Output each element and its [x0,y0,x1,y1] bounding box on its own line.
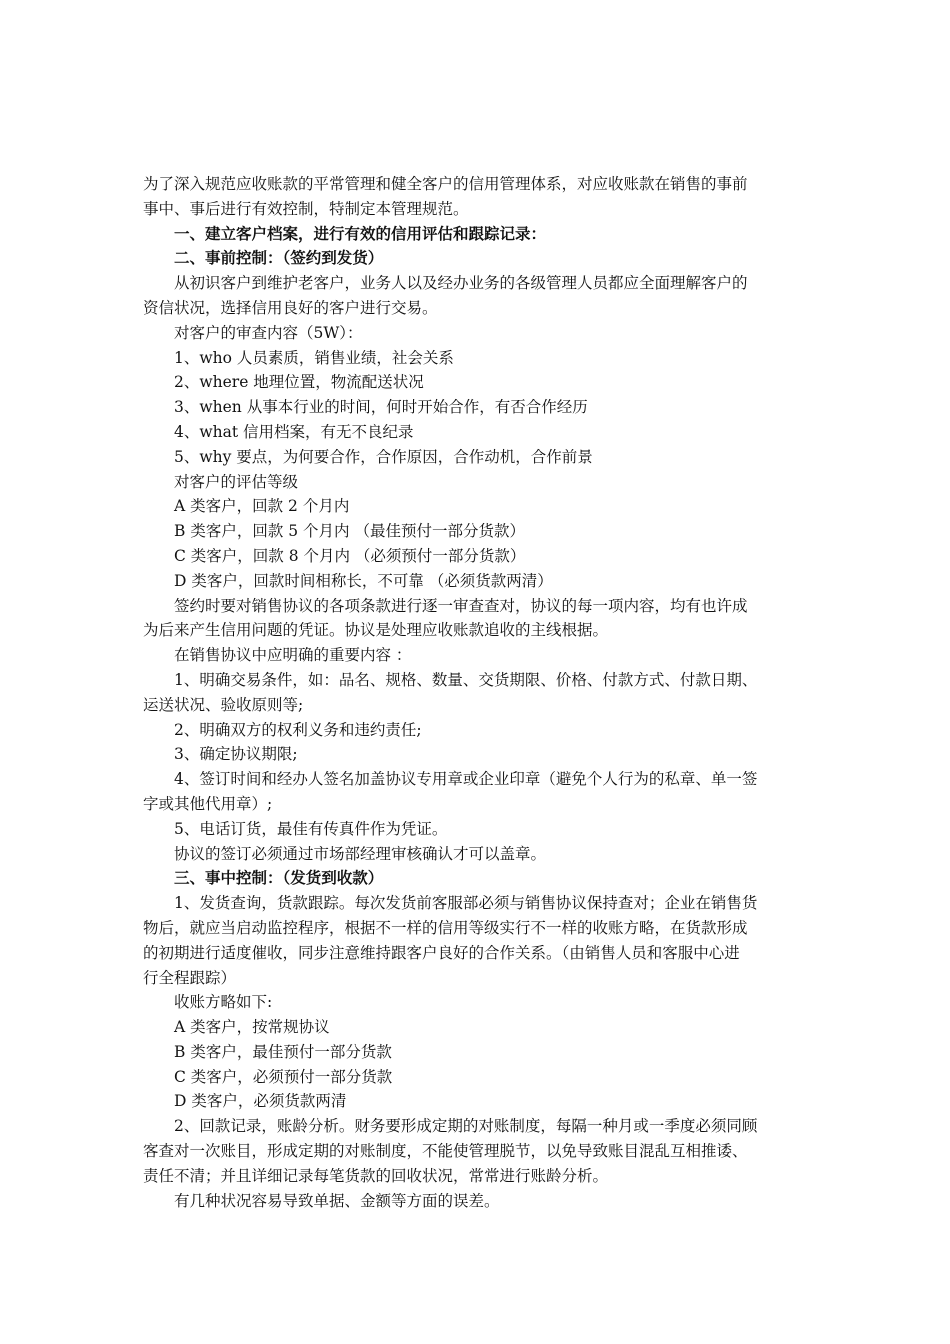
text-line: 资信状况，选择信用良好的客户进行交易。 [143,298,438,317]
text-line: 2、where 地理位置，物流配送状况 [174,373,424,392]
text-line: B 类客户，回款 5 个月内 （最佳预付一部分货款） [174,522,525,541]
text-line: 3、when 从事本行业的时间，何时开始合作，有否合作经历 [174,398,588,417]
text-line: 1、发货查询，货款跟踪。每次发货前客服部必须与销售协议保持查对；企业在销售货 [174,894,758,913]
text-line: A 类客户，按常规协议 [174,1018,330,1037]
text-line: B 类客户，最佳预付一部分货款 [174,1042,392,1061]
text-line: 5、why 要点，为何要合作，合作原因，合作动机，合作前景 [174,447,593,466]
section-heading: 一、建立客户档案，进行有效的信用评估和跟踪记录： [174,223,547,243]
text-line: 为后来产生信用问题的凭证。协议是处理应收账款追收的主线根据。 [143,621,609,640]
text-line: 4、签订时间和经办人签名加盖协议专用章或企业印章（避免个人行为的私章、单一签 [174,770,758,789]
text-line: A 类客户，回款 2 个月内 [174,497,350,516]
text-line: 协议的签订必须通过市场部经理审核确认才可以盖章。 [174,844,547,863]
text-line: D 类客户，回款时间相称长，不可靠 （必须货款两清） [174,571,553,590]
text-line: 事中、事后进行有效控制，特制定本管理规范。 [143,199,469,218]
text-line: 在销售协议中应明确的重要内容 ： [174,646,412,665]
text-line: C 类客户，必须预付一部分货款 [174,1067,393,1086]
text-line: 运送状况、验收原则等; [143,695,304,714]
document-body [143,172,813,1213]
section-heading: 二、事前控制：（签约到发货） [174,248,384,268]
text-line: 为了深入规范应收账款的平常管理和健全客户的信用管理体系，对应收账款在销售的事前 [143,175,748,193]
text-line: 2、明确双方的权利义务和违约责任; [174,720,422,739]
text-line: 对客户的评估等级 [174,472,299,491]
text-line: 对客户的审查内容（5W）： [174,323,363,342]
text-line: C 类客户，回款 8 个月内 （必须预付一部分货款） [174,546,526,565]
text-line: 1、who 人员素质，销售业绩，社会关系 [174,348,454,367]
text-line: 从初识客户到维护老客户，业务人以及经办业务的各级管理人员都应全面理解客户的 [174,274,748,293]
text-line: 的初期进行适度催收，同步注意维持跟客户良好的合作关系。（由销售人员和客服中心进 [143,943,740,962]
text-line: 1、明确交易条件，如：品名、规格、数量、交货期限、价格、付款方式、付款日期、 [174,670,758,689]
section-heading: 三、事中控制：（发货到收款） [174,868,384,888]
text-line: 有几种状况容易导致单据、金额等方面的误差。 [174,1191,500,1210]
text-line: 物后，就应当启动监控程序，根据不一样的信用等级实行不一样的收账方略，在货款形成 [143,918,748,937]
text-line: 5、电话订货，最佳有传真件作为凭证。 [174,819,448,838]
text-line: 行全程跟踪） [143,968,237,987]
text-line: 收账方略如下: [174,993,273,1012]
text-line: 字或其他代用章）; [143,794,273,813]
text-line: 签约时要对销售协议的各项条款进行逐一审查查对，协议的每一项内容，均有也许成 [174,596,748,615]
text-line: 责任不清；并且详细记录每笔货款的回收状况，常常进行账龄分析。 [143,1166,609,1185]
text-line: 2、回款记录，账龄分析。财务要形成定期的对账制度，每隔一种月或一季度必须同顾 [174,1117,758,1136]
text-line: 客查对一次账目，形成定期的对账制度，不能使管理脱节，以免导致账目混乱互相推诿、 [143,1142,748,1161]
text-line: 4、what 信用档案，有无不良纪录 [174,422,414,441]
text-line: 3、确定协议期限; [174,745,298,764]
text-line: D 类客户，必须货款两清 [174,1092,347,1111]
